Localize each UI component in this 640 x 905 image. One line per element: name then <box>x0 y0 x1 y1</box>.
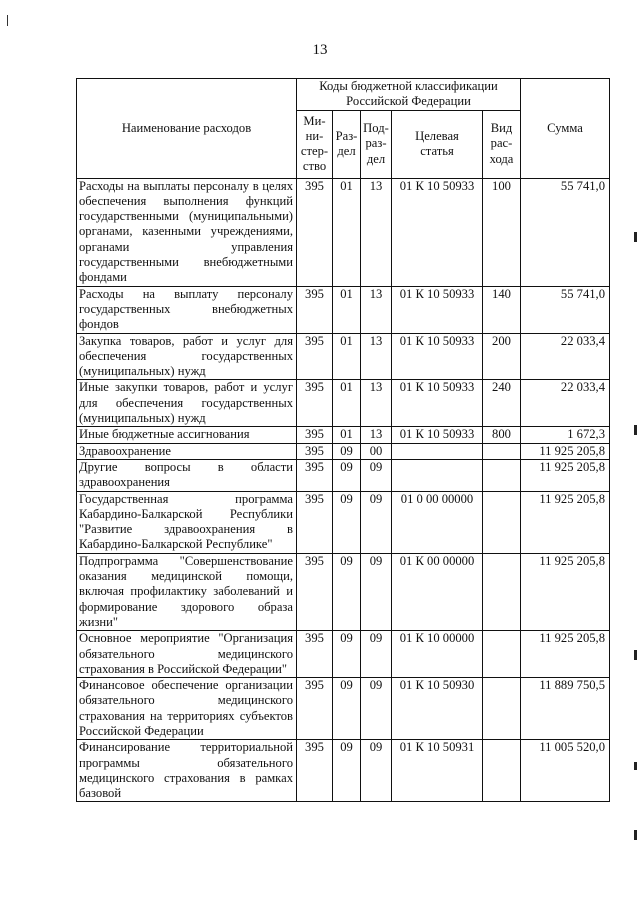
row-ministry: 395 <box>297 553 333 630</box>
table-row <box>77 427 610 443</box>
row-amount: 55 741,0 <box>521 286 610 333</box>
row-ministry: 395 <box>297 380 333 427</box>
row-name: Финансовое обеспечение организации обязательного медицинского страхования на территориях субъектов Российской Федерации <box>77 678 297 740</box>
row-expense-type: 100 <box>483 178 521 286</box>
row-target <box>392 443 483 459</box>
row-expense-type <box>483 443 521 459</box>
scan-mark <box>634 762 637 770</box>
row-amount: 11 005 520,0 <box>521 740 610 802</box>
row-expense-type: 240 <box>483 380 521 427</box>
row-section: 09 <box>333 631 361 678</box>
header-ministry: Ми- ни- стер- ство <box>297 110 333 178</box>
row-expense-type: 140 <box>483 286 521 333</box>
row-section: 09 <box>333 443 361 459</box>
row-target: 01 К 10 50933 <box>392 380 483 427</box>
row-target <box>392 459 483 491</box>
scan-mark <box>634 425 637 435</box>
row-amount: 11 925 205,8 <box>521 491 610 553</box>
row-expense-type <box>483 491 521 553</box>
header-target: Целевая статья <box>392 110 483 178</box>
row-subsection: 13 <box>361 427 392 443</box>
header-expense-type: Вид рас- хода <box>483 110 521 178</box>
table-row <box>77 491 610 553</box>
scan-mark <box>634 232 637 242</box>
table-row <box>77 631 610 678</box>
header-codes-group: Коды бюджетной классификации Российской Федерации <box>297 79 521 111</box>
row-name: Расходы на выплаты персоналу в целях обеспечения выполнения функций государственными (муниципальными) органами, казенными учреждениями, органами управления государственными внебюджетными фондами <box>77 178 297 286</box>
row-section: 01 <box>333 333 361 380</box>
table-row <box>77 443 610 459</box>
row-ministry: 395 <box>297 427 333 443</box>
row-target: 01 0 00 00000 <box>392 491 483 553</box>
row-ministry: 395 <box>297 286 333 333</box>
row-subsection: 13 <box>361 286 392 333</box>
header-subsection: Под- раз- дел <box>361 110 392 178</box>
row-amount: 11 925 205,8 <box>521 459 610 491</box>
row-ministry: 395 <box>297 491 333 553</box>
page-number: 13 <box>312 42 328 58</box>
row-name: Иные закупки товаров, работ и услуг для обеспечения государственных (муниципальных) нужд <box>77 380 297 427</box>
row-section: 01 <box>333 427 361 443</box>
row-amount: 22 033,4 <box>521 333 610 380</box>
row-ministry: 395 <box>297 678 333 740</box>
row-ministry: 395 <box>297 740 333 802</box>
row-subsection: 13 <box>361 333 392 380</box>
row-ministry: 395 <box>297 178 333 286</box>
row-subsection: 09 <box>361 740 392 802</box>
row-amount: 11 889 750,5 <box>521 678 610 740</box>
row-section: 09 <box>333 740 361 802</box>
row-expense-type: 200 <box>483 333 521 380</box>
table-row <box>77 740 610 802</box>
row-name: Расходы на выплату персоналу государственных внебюджетных фондов <box>77 286 297 333</box>
row-ministry: 395 <box>297 443 333 459</box>
row-expense-type <box>483 740 521 802</box>
scan-mark <box>7 15 8 26</box>
row-section: 09 <box>333 459 361 491</box>
table-row <box>77 553 610 630</box>
row-section: 01 <box>333 286 361 333</box>
row-amount: 11 925 205,8 <box>521 631 610 678</box>
row-target: 01 К 10 50933 <box>392 286 483 333</box>
table-row <box>77 286 610 333</box>
header-section: Раз- дел <box>333 110 361 178</box>
row-name: Иные бюджетные ассигнования <box>77 427 297 443</box>
row-section: 09 <box>333 678 361 740</box>
row-amount: 11 925 205,8 <box>521 553 610 630</box>
row-amount: 11 925 205,8 <box>521 443 610 459</box>
row-subsection: 09 <box>361 491 392 553</box>
table-row <box>77 178 610 286</box>
row-ministry: 395 <box>297 631 333 678</box>
row-subsection: 13 <box>361 380 392 427</box>
row-section: 09 <box>333 553 361 630</box>
row-name: Другие вопросы в области здравоохранения <box>77 459 297 491</box>
row-name: Финансирование территориальной программы обязательного медицинского страхования в рамках базовой <box>77 740 297 802</box>
row-target: 01 К 10 50933 <box>392 333 483 380</box>
row-section: 01 <box>333 380 361 427</box>
row-subsection: 09 <box>361 459 392 491</box>
header-amount: Сумма <box>521 79 610 179</box>
row-target: 01 К 10 50933 <box>392 178 483 286</box>
header-name: Наименование расходов <box>77 79 297 179</box>
row-expense-type <box>483 631 521 678</box>
row-target: 01 К 10 50933 <box>392 427 483 443</box>
row-target: 01 К 10 00000 <box>392 631 483 678</box>
row-name: Государственная программа Кабардино-Балкарской Республики "Развитие здравоохранения в Кабардино-Балкарской Республике" <box>77 491 297 553</box>
row-subsection: 09 <box>361 631 392 678</box>
row-name: Подпрограмма "Совершенствование оказания медицинской помощи, включая профилактику заболеваний и формирование здорового образа жизни" <box>77 553 297 630</box>
row-expense-type <box>483 459 521 491</box>
row-amount: 55 741,0 <box>521 178 610 286</box>
row-section: 01 <box>333 178 361 286</box>
scan-mark <box>634 650 637 660</box>
row-section: 09 <box>333 491 361 553</box>
row-target: 01 К 00 00000 <box>392 553 483 630</box>
row-subsection: 09 <box>361 678 392 740</box>
row-ministry: 395 <box>297 459 333 491</box>
row-name: Основное мероприятие "Организация обязательного медицинского страхования в Российской Федерации" <box>77 631 297 678</box>
row-subsection: 00 <box>361 443 392 459</box>
row-expense-type <box>483 553 521 630</box>
row-ministry: 395 <box>297 333 333 380</box>
table-row <box>77 333 610 380</box>
row-target: 01 К 10 50931 <box>392 740 483 802</box>
row-amount: 22 033,4 <box>521 380 610 427</box>
row-subsection: 09 <box>361 553 392 630</box>
row-expense-type <box>483 678 521 740</box>
row-target: 01 К 10 50930 <box>392 678 483 740</box>
row-name: Здравоохранение <box>77 443 297 459</box>
row-amount: 1 672,3 <box>521 427 610 443</box>
row-name: Закупка товаров, работ и услуг для обеспечения государственных (муниципальных) нужд <box>77 333 297 380</box>
scan-mark <box>634 830 637 840</box>
table-row <box>77 459 610 491</box>
row-subsection: 13 <box>361 178 392 286</box>
table-row <box>77 380 610 427</box>
row-expense-type: 800 <box>483 427 521 443</box>
budget-table <box>76 78 610 802</box>
table-row <box>77 678 610 740</box>
